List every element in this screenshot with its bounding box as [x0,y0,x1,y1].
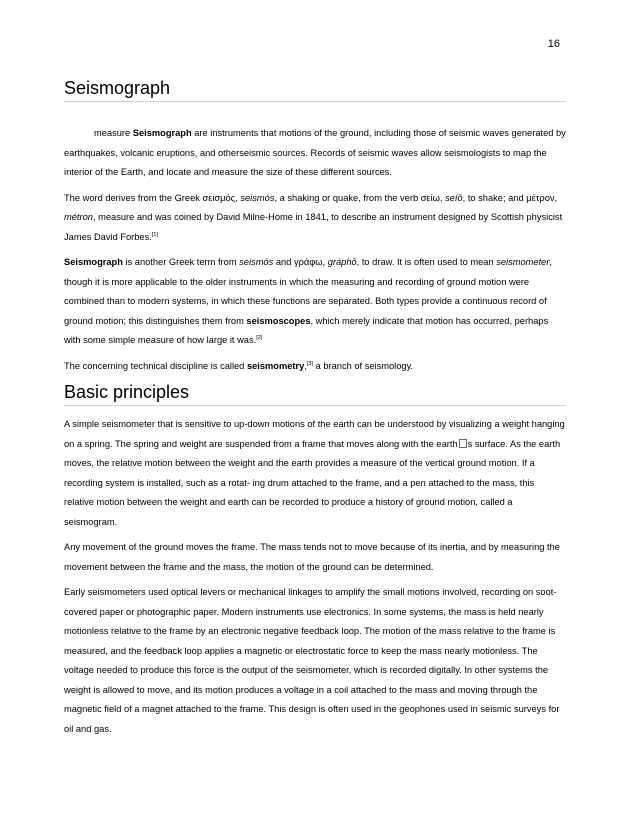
citation-2[interactable]: [2] [256,334,263,341]
section-basic-principles [64,382,566,745]
missing-glyph-icon [459,439,467,448]
paragraph-seismometry: The concerning technical discipline is called seismometry,[3] a branch of seismology. [64,360,414,371]
citation-1[interactable]: [1] [151,231,158,238]
paragraph-ground-movement: Any movement of the ground moves the frame. The mass tends not to move because of its inertia, and by measuring the movement between the frame and the mass, the motion of the ground can be determined. [64,542,560,572]
heading-basic-principles: Basic principles [64,382,566,406]
paragraph-etymology: The word derives from the Greek σεισμός, seismós, a shaking or quake, from the verb σείω, seíō, to shake; and μέτρον, métron, measure and was coined by David Milne-Home in 1841, to describe an instrument designed by Scottish physicist James David Forbes.[1] [64,192,563,242]
citation-3[interactable]: [3] [306,360,314,367]
paragraph-seismograph-term: Seismograph is another Greek term from seismós and γράφω, gráphō, to draw. It is often used to mean seismometer, though it is more applicable to the older instruments in which the measuring and recording of ground motion were combined than to modern systems, in which these functions are separated. Both types provide a continuous record of ground motion; this distinguishes them from seismoscopes, which merely indicate that motion has occurred, perhaps with some simple measure of how large it was.[2] [64,257,553,345]
heading-seismograph: Seismograph [64,78,566,102]
paragraph-simple-seismometer: A simple seismometer that is sensitive to up-down motions of the earth can be understood by visualizing a weight hanging on a spring. The spring and weight are suspended from a frame that moves along with the earth s surface. As the earth moves, the relative motion between the weight and the earth provides a measure of the vertical ground motion. If a recording system is installed, such as a rotat- ing drum attached to the frame, and a pen attached to the mass, this relative motion between the weight and earth can be recorded to produce a history of ground motion, called a seismogram. [64,419,565,527]
page-number: 16 [547,38,560,50]
paragraph-intro: measure Seismograph are instruments that motions of the ground, including those of seismic waves generated by earthquakes, volcanic eruptions, and otherseismic sources. Records of seismic waves allow seismologists to map the interior of the Earth, and locate and measure the size of these different sources. [64,128,566,177]
paragraph-early-seismometers: Early seismometers used optical levers or mechanical linkages to amplify the small motions involved, recording on soot-covered paper or photographic paper. Modern instruments use electronics. In some systems, the mass is held nearly motionless relative to the frame by an electronic negative feedback loop. The motion of the mass relative to the frame is measured, and the feedback loop applies a magnetic or electrostatic force to keep the mass nearly motionless. The voltage needed to produce this force is the output of the seismometer, which is recorded digitally. In other systems the weight is allowed to move, and its motion produces a voltage in a coil attached to the mass and moving through the magnetic field of a magnet attached to the frame. This design is often used in the geophones used in seismic surveys for oil and gas. [64,587,560,734]
section-seismograph [64,78,566,382]
